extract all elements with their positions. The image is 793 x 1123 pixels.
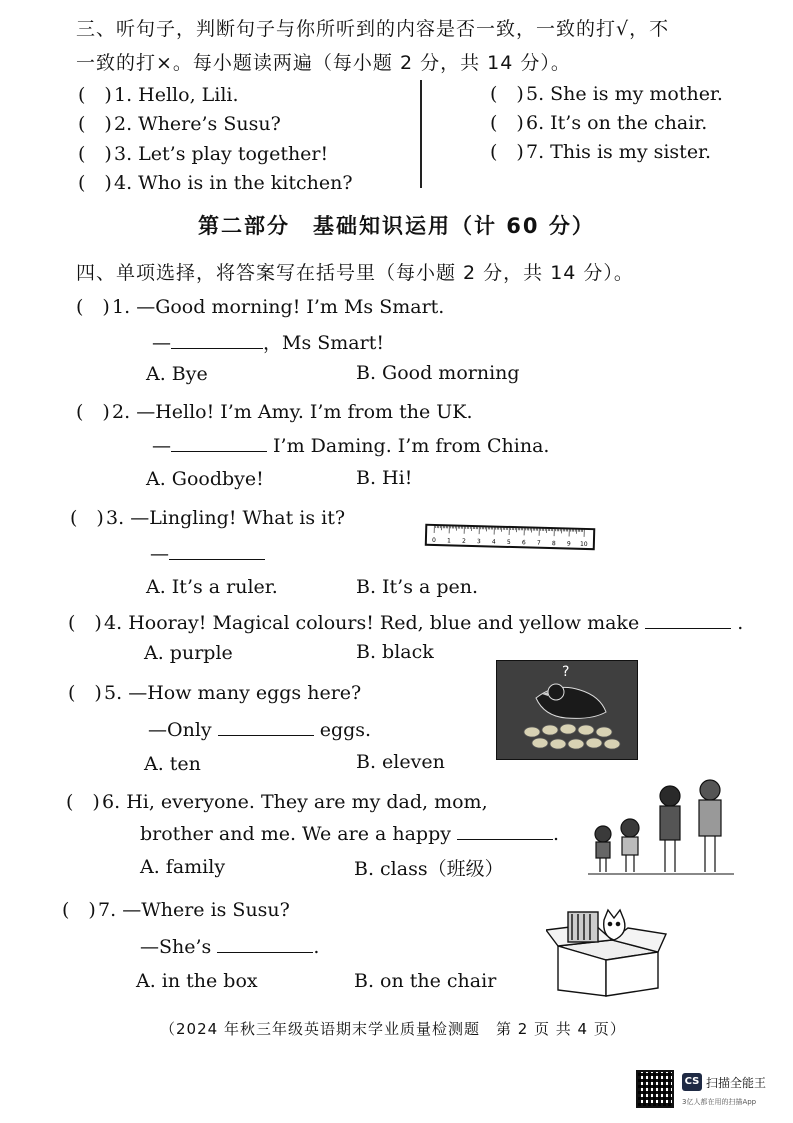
q5-option-a: A. ten: [144, 753, 201, 775]
q7-option-b: B. on the chair: [354, 970, 497, 992]
scan-bottom-strip: [0, 1058, 793, 1123]
page-footer: （2024 年秋三年级英语期末学业质量检测题 第 2 页 共 4 页）: [160, 1020, 626, 1038]
section3-heading-line2: 一致的打×。每小题读两遍（每小题 2 分，共 14 分）。: [76, 52, 571, 74]
ruler-digit: 5: [506, 538, 511, 546]
ruler-digit: 8: [551, 540, 556, 548]
section3-heading-line1: 三、听句子，判断句子与你所听到的内容是否一致，一致的打√，不: [76, 18, 670, 40]
q6-blank[interactable]: [457, 820, 553, 840]
ruler-digit: 9: [566, 540, 571, 548]
q7-line2: —She’s .: [140, 933, 319, 958]
q6-option-b: B. class（班级）: [354, 858, 504, 880]
q2-line1: ( ) 2. —Hello! I’m Amy. I’m from the UK.: [76, 401, 473, 423]
section3-item-7: ( ) 7. This is my sister.: [490, 141, 712, 163]
q5-line2: —Only eggs.: [148, 716, 371, 741]
q3-line2: —: [150, 540, 265, 565]
q6-line2: brother and me. We are a happy .: [140, 820, 559, 845]
q4-option-a: A. purple: [144, 642, 233, 664]
q1-line1: ( ) 1. —Good morning! I’m Ms Smart.: [76, 296, 445, 318]
q5-option-b: B. eleven: [356, 751, 445, 773]
section3-item-3: ( ) 3. Let’s play together!: [78, 143, 329, 165]
ruler-digit: 3: [476, 538, 481, 546]
ruler-digit: 6: [521, 539, 526, 547]
q3-blank[interactable]: [169, 540, 265, 560]
q2-option-b: B. Hi!: [356, 467, 413, 489]
scanner-name: 扫描全能王: [706, 1076, 767, 1090]
q4-option-b: B. black: [356, 641, 434, 663]
question-mark: ?: [562, 664, 570, 680]
ruler-digit: 0: [431, 536, 436, 545]
ruler-digit: 2: [461, 537, 466, 545]
section3-item-4: ( ) 4. Who is in the kitchen?: [78, 172, 353, 194]
section3-item-6: ( ) 6. It’s on the chair.: [490, 112, 708, 134]
family-image: [588, 776, 734, 878]
q4-line1: ( ) 4. Hooray! Magical colours! Red, blue and yellow make .: [68, 608, 743, 635]
q3-option-a: A. It’s a ruler.: [146, 576, 278, 598]
section3-item-1: ( ) 1. Hello, Lili.: [78, 84, 239, 106]
q7-option-a: A. in the box: [136, 970, 258, 992]
q2-line2: — I’m Daming. I’m from China.: [152, 432, 549, 457]
q6-option-a: A. family: [140, 856, 226, 878]
q4-blank[interactable]: [645, 609, 731, 629]
part2-title: 第二部分 基础知识运用（计 60 分）: [198, 214, 595, 238]
q2-blank[interactable]: [171, 432, 267, 452]
column-divider: [420, 80, 422, 188]
q2-option-a: A. Goodbye!: [146, 468, 264, 490]
q7-blank[interactable]: [217, 933, 313, 953]
q1-option-a: A. Bye: [146, 363, 208, 385]
section4-heading: 四、单项选择，将答案写在括号里（每小题 2 分，共 14 分）。: [76, 262, 634, 284]
qr-code: [636, 1070, 674, 1108]
section3-item-5: ( ) 5. She is my mother.: [490, 83, 723, 105]
scanner-logo: CS: [682, 1073, 702, 1091]
q5-blank[interactable]: [218, 716, 314, 736]
q6-line1: ( ) 6. Hi, everyone. They are my dad, mom,: [66, 791, 488, 813]
q7-line1: ( ) 7. —Where is Susu?: [62, 899, 290, 921]
ruler-image: [424, 522, 598, 554]
q1-blank[interactable]: [171, 329, 263, 349]
ruler-digit: 10: [579, 540, 588, 549]
section3-item-2: ( ) 2. Where’s Susu?: [78, 113, 281, 135]
q1-option-b: B. Good morning: [356, 362, 520, 384]
scanner-tagline: 3亿人都在用的扫描App: [682, 1098, 757, 1106]
q3-line1: ( ) 3. —Lingling! What is it?: [70, 507, 346, 529]
q5-line1: ( ) 5. —How many eggs here?: [68, 682, 362, 704]
cat-box-image: [546, 900, 668, 998]
hen-eggs-image: [496, 660, 638, 760]
ruler-digit: 1: [446, 537, 451, 545]
ruler-digit: 7: [536, 539, 541, 547]
ruler-digit: 4: [491, 538, 496, 546]
q3-option-b: B. It’s a pen.: [356, 576, 479, 598]
q1-line2: — ，Ms Smart!: [152, 328, 384, 355]
